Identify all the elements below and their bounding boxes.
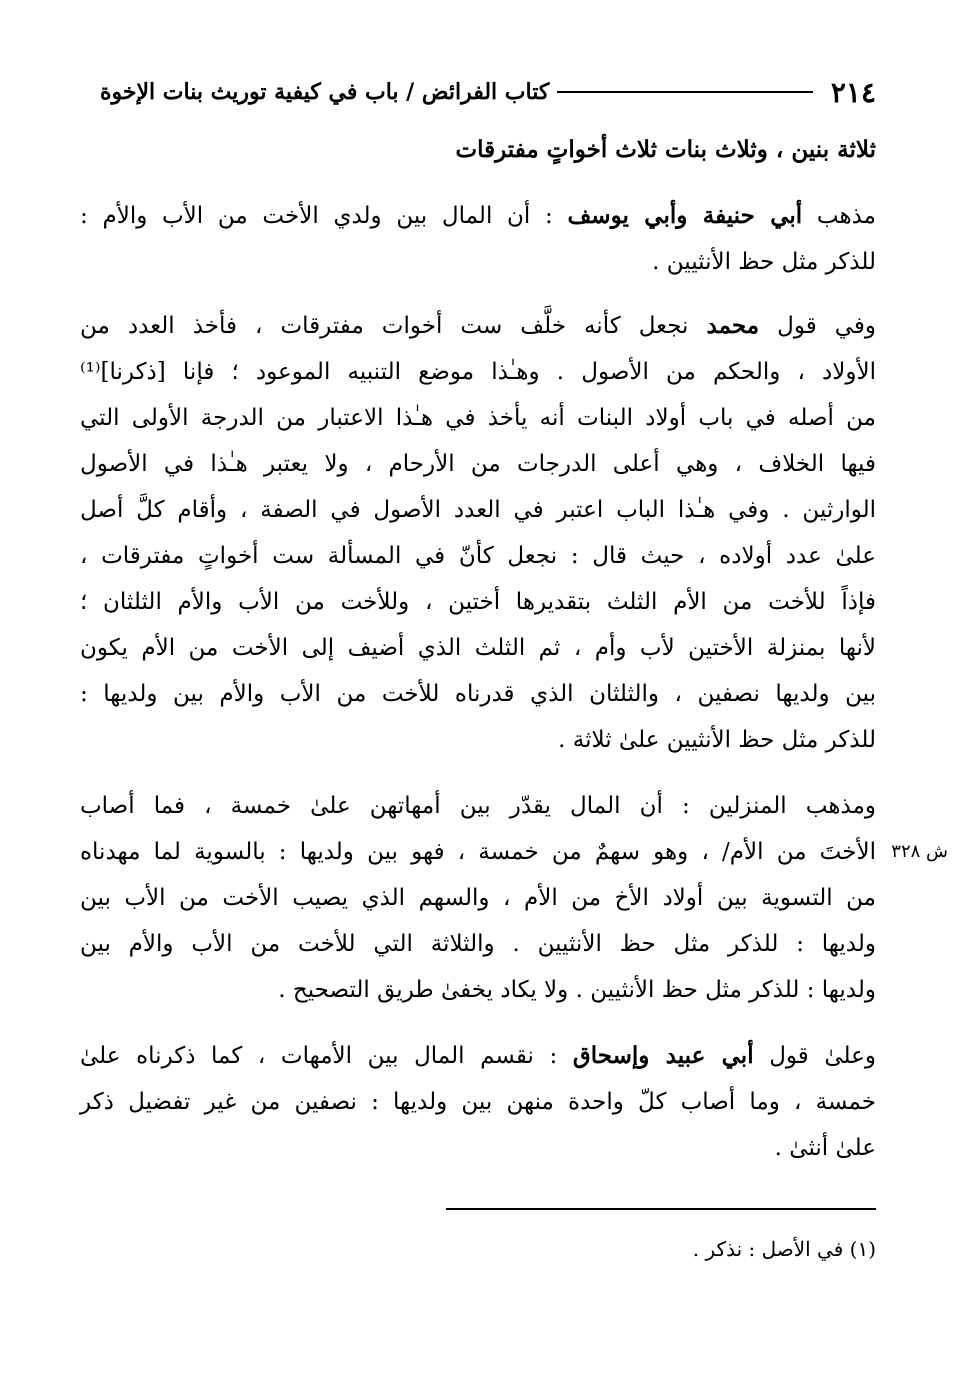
scholar-name: محمد xyxy=(706,312,760,339)
paragraph2-line7: فإذاً للأخت من الأم الثلث بتقديرها أختين ، وللأخت من الأب والأم الثلثان ؛ xyxy=(80,589,876,615)
text-run: : نقسم المال بين الأمهات ، كما ذكرناه علىٰ xyxy=(80,1043,573,1069)
paragraph2-line6: علىٰ عدد أولاده ، حيث قال : نجعل كأنّ في المسألة ست أخواتٍ مفترقات ، xyxy=(80,543,876,569)
text-run: وفي قول xyxy=(759,313,877,339)
page-header xyxy=(100,70,876,114)
text-run: : أن المال بين ولدي الأخت من الأب والأم : xyxy=(80,203,568,229)
paragraph2-line1 xyxy=(80,306,876,346)
paragraph3-line1: ومذهب المنزلين : أن المال يقدّر بين أمهاتهن علىٰ خمسة ، فما أصاب xyxy=(80,793,876,819)
paragraph2-line8: لأنها بمنزلة الأختين لأب وأم ، ثم الثلث الذي أضيف إلى الأخت من الأم يكون xyxy=(80,635,876,661)
paragraph2-line2: الأولاد ، والحكم من الأصول . وهـٰذا موضع التنبيه الموعود ؛ فإنا [ذكرنا]⁽¹⁾ xyxy=(80,359,876,385)
scholar-name: أبي حنيفة وأبي يوسف xyxy=(567,202,803,229)
paragraph2-line4: فيها الخلاف ، وهي أعلى الدرجات من الأرحام ، ولا يعتبر هـٰذا في الأصول xyxy=(80,451,876,477)
paragraph2-line9: بين ولديها نصفين ، والثلثان الذي قدرناه للأخت من الأب والأم بين ولديها : xyxy=(80,681,876,707)
paragraph4-line1 xyxy=(80,1036,876,1076)
paragraph2-line3: من أصله في باب أولاد البنات أنه يأخذ في هـٰذا الاعتبار من الدرجة الأولى التي xyxy=(80,405,876,431)
paragraph4-line3: علىٰ أنثىٰ . xyxy=(774,1135,876,1161)
text-run: وعلىٰ قول xyxy=(753,1043,876,1069)
footnote-separator xyxy=(446,1208,876,1210)
paragraph3-line2: الأختَ من الأم/ ، وهو سهمٌ من خمسة ، فهو بين ولديها : بالسوية لما مهدناه xyxy=(80,839,876,865)
paragraph3-line3: من التسوية بين أولاد الأخ من الأم ، والسهم الذي يصيب الأخت من الأب بين xyxy=(80,885,876,911)
scholar-name: أبي عبيد وإسحاق xyxy=(572,1042,754,1069)
footnote: (١) في الأصل : نذكر . xyxy=(692,1237,876,1261)
text-run: مذهب xyxy=(802,203,877,229)
header-rule xyxy=(557,91,813,93)
paragraph3-line5: ولديها : للذكر مثل حظ الأنثيين . ولا يكاد يخفىٰ طريق التصحيح . xyxy=(278,977,876,1003)
text-run: نجعل كأنه خلَّف ست أخوات مفترقات ، فأخذ العدد من xyxy=(80,313,707,339)
paragraph1-line2: للذكر مثل حظ الأنثيين . xyxy=(652,249,876,275)
paragraph1-line1 xyxy=(80,196,876,236)
paragraph3-line4: ولديها : للذكر مثل حظ الأنثيين . والثلاثة التي للأخت من الأب والأم بين xyxy=(80,931,876,957)
running-title: كتاب الفرائض / باب في كيفية توريث بنات الإخوة xyxy=(100,79,550,105)
paragraph2-line10: للذكر مثل حظ الأنثيين علىٰ ثلاثة . xyxy=(558,727,876,753)
section-subtitle: ثلاثة بنين ، وثلاث بنات ثلاث أخواتٍ مفترقات xyxy=(455,136,876,163)
paragraph4-line2: خمسة ، وما أصاب كلّ واحدة منهن بين ولديها : نصفين من غير تفضيل ذكر xyxy=(80,1089,876,1115)
page-number: ٢١٤ xyxy=(830,75,876,109)
paragraph2-line5: الوارثين . وفي هـٰذا الباب اعتبر في العدد الأصول في الصفة ، وأقام كلَّ أصل xyxy=(80,497,876,523)
margin-page-reference: ش ٣٢٨ xyxy=(891,841,948,862)
